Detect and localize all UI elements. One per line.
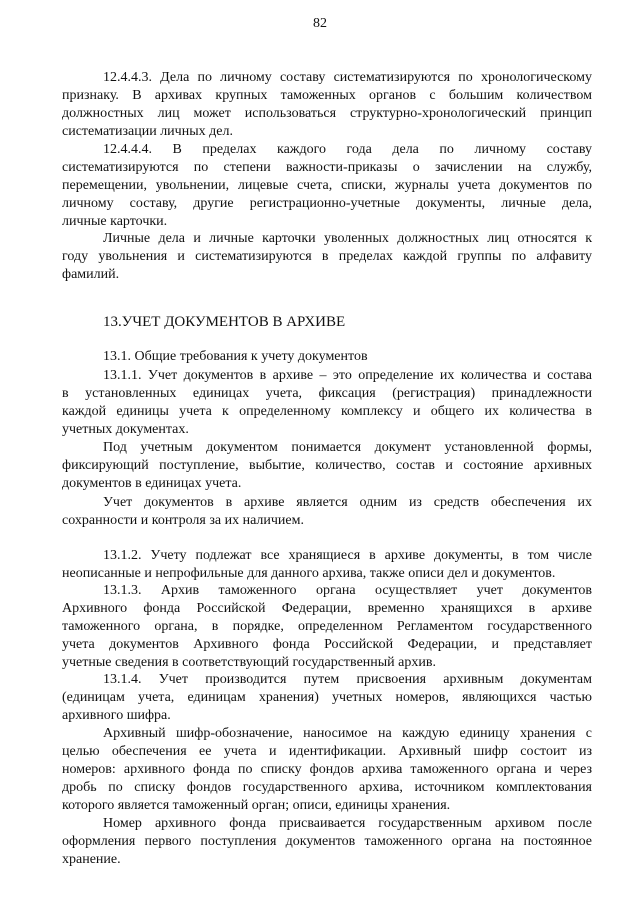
text-line: документов в единицах учета.	[62, 476, 242, 491]
text-line: учетные сведения в соответствующий государственный архив.	[62, 655, 436, 670]
text-line: личному составу, другие регистрационно-учетные документы, личные дела,	[62, 196, 592, 211]
paragraph-13-1-4	[62, 671, 592, 725]
paragraph-12-4-4-3	[62, 69, 592, 141]
text-line: должностных лиц может использоваться структурно-хронологический принцип	[62, 106, 592, 121]
text-line: хранение.	[62, 852, 121, 867]
paragraph-12-4-4-4	[62, 141, 592, 231]
text-line: таможенного органа, в порядке, определенном Регламентом государственного	[62, 619, 592, 634]
text-line: неописанные и непрофильные для данного архива, также описи дел и документов.	[62, 566, 556, 581]
text-line: (единицам учета, единицам хранения) учетных номеров, являющихся частью	[62, 690, 592, 705]
text-line: году увольнения и систематизируются в пределах каждой группы по алфавиту	[62, 249, 592, 264]
text-line: фиксирующий поступление, выбытие, количество, состав и состояние архивных	[62, 458, 592, 473]
text-line: личные карточки.	[62, 214, 168, 229]
text-line: 13.1.1. Учет документов в архиве – это определение их количества и состава	[103, 368, 592, 383]
paragraph-accounting-means	[62, 494, 592, 530]
text-line: 13.1.2. Учету подлежат все хранящиеся в архиве документы, в том числе	[103, 548, 592, 563]
subsection-heading: 13.1. Общие требования к учету документов	[103, 349, 368, 364]
text-line: Номер архивного фонда присваивается государственным архивом после	[103, 816, 592, 831]
paragraph-fund-number	[62, 815, 592, 869]
paragraph-accounting-document	[62, 439, 592, 493]
text-line: систематизации личных дел.	[62, 124, 233, 139]
text-line: Архивный шифр-обозначение, наносимое на каждую единицу хранения с	[103, 726, 592, 741]
text-line: архивного шифра.	[62, 708, 171, 723]
page-number: 82	[313, 16, 327, 31]
text-line: которого является таможенный орган; описи, единицы хранения.	[62, 798, 451, 813]
text-line: сохранности и контроля за их наличием.	[62, 513, 304, 528]
text-line: 12.4.4.3. Дела по личному составу систематизируются по хронологическому	[103, 70, 592, 85]
section-heading: 13.УЧЕТ ДОКУМЕНТОВ В АРХИВЕ	[103, 314, 346, 330]
text-line: оформления первого поступления документов таможенного органа на постоянное	[62, 834, 592, 849]
text-line: учетных документах.	[62, 422, 189, 437]
text-line: систематизируются по степени важности-приказы о зачислении на службу,	[62, 160, 592, 175]
text-line: 13.1.3. Архив таможенного органа осуществляет учет документов	[103, 583, 592, 598]
text-line: Учет документов в архиве является одним из средств обеспечения их	[103, 495, 592, 510]
text-line: Личные дела и личные карточки уволенных должностных лиц относятся к	[103, 231, 592, 246]
text-line: 13.1.4. Учет производится путем присвоения архивным документам	[103, 672, 592, 687]
text-line: целью обеспечения ее учета и идентификации. Архивный шифр состоит из	[62, 744, 592, 759]
text-line: Под учетным документом понимается документ установленной формы,	[103, 440, 592, 455]
text-line: признаку. В архивах крупных таможенных органов с большим количеством	[62, 88, 592, 103]
text-line: перемещении, увольнении, лицевые счета, списки, журналы учета документов по	[62, 178, 592, 193]
text-line: учета документов Архивного фонда Российской Федерации, и представляет	[62, 637, 592, 652]
text-line: фамилий.	[62, 267, 120, 282]
paragraph-13-1-1	[62, 367, 592, 439]
text-line: в установленных единицах учета, фиксация (регистрация) принадлежности	[62, 386, 592, 401]
text-line: номеров: архивного фонда по списку фондов архива таможенного органа и через	[62, 762, 592, 777]
text-line: дробь по списку фондов государственного архива, источником комплектования	[62, 780, 592, 795]
text-line: 12.4.4.4. В пределах каждого года дела по личному составу	[103, 142, 592, 157]
paragraph-13-1-2	[62, 547, 592, 583]
paragraph-13-1-3	[62, 582, 592, 672]
paragraph-personal-files	[62, 230, 592, 284]
text-line: каждой единицы учета к определенному комплексу и общего их количества в	[62, 404, 592, 419]
paragraph-archive-cipher	[62, 725, 592, 815]
text-line: Архивного фонда Российской Федерации, временно хранящихся в архиве	[62, 601, 592, 616]
